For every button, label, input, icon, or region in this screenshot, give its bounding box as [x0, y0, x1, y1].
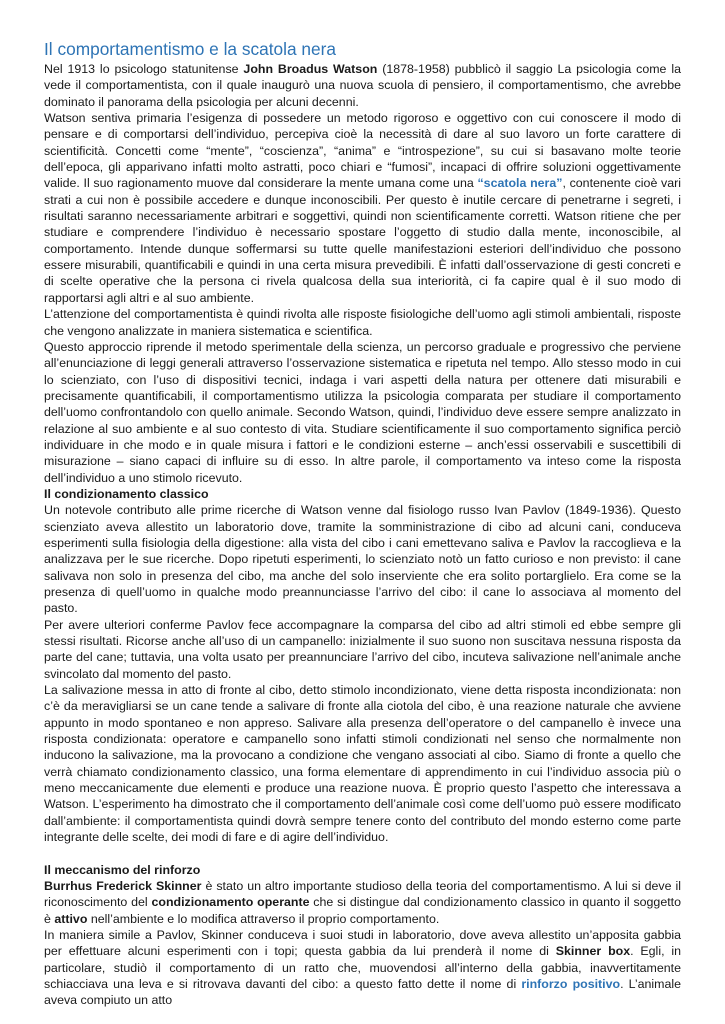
- name-watson: John Broadus Watson: [243, 62, 378, 76]
- section-heading-reinforcement: Il meccanismo del rinforzo: [44, 862, 201, 877]
- paragraph-pavlov: Un notevole contributo alle prime ricerche di Watson venne dal fisiologo russo Ivan Pavlov (1849-1936). Questo scienziato aveva allestito un laboratorio dove, tramite la somministrazione di cibo ad alcuni cani, conduceva esperimenti sulla fisiologia della digestione: alla vista del cibo i cani emettevano saliva e Pavlov la raccoglieva e la analizzava per le sue ricerche. Dopo ripetuti esperimenti, lo scienziato notò un fatto curioso e non previsto: il cane salivava non solo in presenza del cibo, ma anche del solo inserviente che era solito portarglielo. Era come se la presenza di quell’uomo in qualche modo preannunciasse l’arrivo del cibo: il cane lo associava al momento del pasto.: [44, 503, 681, 616]
- paragraph-attention: L’attenzione del comportamentista è quindi rivolta alle risposte fisiologiche dell’uomo agli stimoli ambientali, risposte che vengono analizzate in maniera sistematica e scientifica.: [44, 307, 681, 338]
- term-scatola-nera: “scatola nera”: [477, 176, 563, 191]
- paragraph-skinner-box: In maniera simile a Pavlov, Skinner conduceva i suoi studi in laboratorio, dove aveva allestito un’apposita gabbia per effettuare alcuni esperimenti con i topi; questa gabbia da lui prenderà il nome di Skinner box. Egli, in particolare, studiò il comportamento di un ratto che, muovendosi all’interno della gabbia, inavvertitamente schiacciava una leva e si ritrovava davanti del cibo: a questo fatto dette il nome di rinforzo positivo. L’animale aveva compiuto un atto: [44, 927, 682, 1008]
- name-skinner: Burrhus Frederick Skinner: [44, 878, 202, 893]
- paragraph-bell: Per avere ulteriori conferme Pavlov fece accompagnare la comparsa del cibo ad altri stimoli ed ebbe sempre gli stessi risultati. Ricorse anche all’uso di un campanello: inizialmente il suo suono non suscitava nessuna risposta da parte del cane; tuttavia, una volta usato per preannunciare l’arrivo del cibo, incuteva salivazione nell’animale anche svincolato dal momento del pasto.: [44, 617, 681, 681]
- paragraph-watson-intro: Nel 1913 lo psicologo statunitense John Broadus Watson (1878-1958) pubblicò il saggio La psicologia come la vede il comportamentista, con il quale inaugurò una nuova scuola di pensiero, il comportamentismo, che avrebbe dominato il panorama della psicologia per alcuni decenni.: [44, 62, 681, 109]
- paragraph-method: Questo approccio riprende il metodo sperimentale della scienza, un percorso graduale e progressivo che perviene all’enunciazione di leggi generali attraverso l’osservazione sistematica e ripetuta nel tempo. Allo stesso modo in cui lo scienziato, con l’uso di dispositivi tecnici, indaga i vari aspetti della natura per ottenere dati misurabili e precisamente quantificabili, il comportamentismo utilizza la psicologia comparata per studiare il comportamento dell’uomo confrontandolo con quello animale. Secondo Watson, quindi, l’individuo deve essere sempre analizzato in relazione al suo ambiente e al suo contesto di vita. Studiare scientificamente il suo comportamento significa perciò individuare in che modo e in quale misura i fattori e le condizioni esterne – anch’essi osservabili e suscettibili di misurazione – siano capaci di influire su di esso. In altre parole, il comportamento va inteso come la risposta dell’individuo a uno stimolo ricevuto.: [44, 339, 681, 485]
- paragraph-salivation: La salivazione messa in atto di fronte al cibo, detto stimolo incondizionato, viene detta risposta incondizionata: non c’è da meravigliarsi se un cane tende a salivare di fronte alla ciotola del cibo, è una reazione naturale che avviene appunto in modo spontaneo e non appreso. Salivare alla presenza dell’operatore o del campanello è invece una risposta condizionata: operatore e campanello sono infatti stimoli condizionati nel senso che normalmente non inducono la salivazione, ma la provocano a condizione che vengano associati al cibo. Siamo di fronte a quello che verrà chiamato condizionamento classico, una forma elementare di apprendimento in cui l’individuo associa più o meno meccanicamente due elementi e produce una reazione nuova. È proprio questo l’aspetto che interessava a Watson. L’esperimento ha dimostrato che il comportamento dell’animale così come dell’uomo può essere modificato dall’ambiente: il comportamentista quindi dovrà sempre tenere conto del contributo del mondo esterno come parte integrante delle scelte, dei modi di fare e di agire dell’individuo.: [44, 683, 681, 845]
- paragraph-black-box: Watson sentiva primaria l’esigenza di possedere un metodo rigoroso e oggettivo con cui conoscere il modo di pensare e di comportarsi dell’individuo, percepiva cioè la necessità di dare al suo lavoro un forte carattere di scientificità. Concetti come “mente”, “coscienza”, “anima” e “introspezione”, su cui si basavano molte teorie dell’epoca, gli apparivano infatti molto astratti, poco chiari e “fumosi”, incapaci di offrire soluzioni oggettivamente valide. Il suo ragionamento muove dal considerare la mente umana come una “scatola nera”, contenente cioè vari strati a cui non è possibile accedere e dunque inconoscibili. Per questo è inutile cercare di penetrarne i segreti, i risultati saranno necessariamente arbitrari e soggettivi, quindi non scientificamente corretti. Watson ritiene che per studiare e comprendere l’individuo è necessario spostare l’oggetto di studio dalla mente, inconoscibile, al comportamento. Intende dunque soffermarsi su tutte quelle manifestazioni esteriori dell’individuo che possono essere misurabili, quantificabili e quindi in una certa misura prevedibili. È infatti dall’osservazione di gesti concreti e di scelte operative che la persona ci rivela qualcosa della sua interiorità, ci fa capire qual è il suo modo di rapportarsi agli altri e al suo ambiente.: [44, 111, 681, 305]
- document-page: [44, 38, 681, 1009]
- term-skinner-box: Skinner box: [555, 944, 631, 959]
- term-operant: condizionamento operante: [151, 895, 310, 910]
- paragraph-skinner: Burrhus Frederick Skinner è stato un altro importante studioso della teoria del comportamentismo. A lui si deve il riconoscimento del condizionamento operante che si distingue dal condizionamento classico in quanto il soggetto è attivo nell’ambiente e lo modifica attraverso il proprio comportamento.: [44, 878, 682, 926]
- spacer: [44, 846, 681, 862]
- term-rinforzo-positivo: rinforzo positivo: [521, 976, 621, 991]
- term-attivo: attivo: [54, 911, 88, 926]
- page-title: Il comportamentismo e la scatola nera: [44, 39, 336, 59]
- section-heading-classical: Il condizionamento classico: [44, 486, 209, 501]
